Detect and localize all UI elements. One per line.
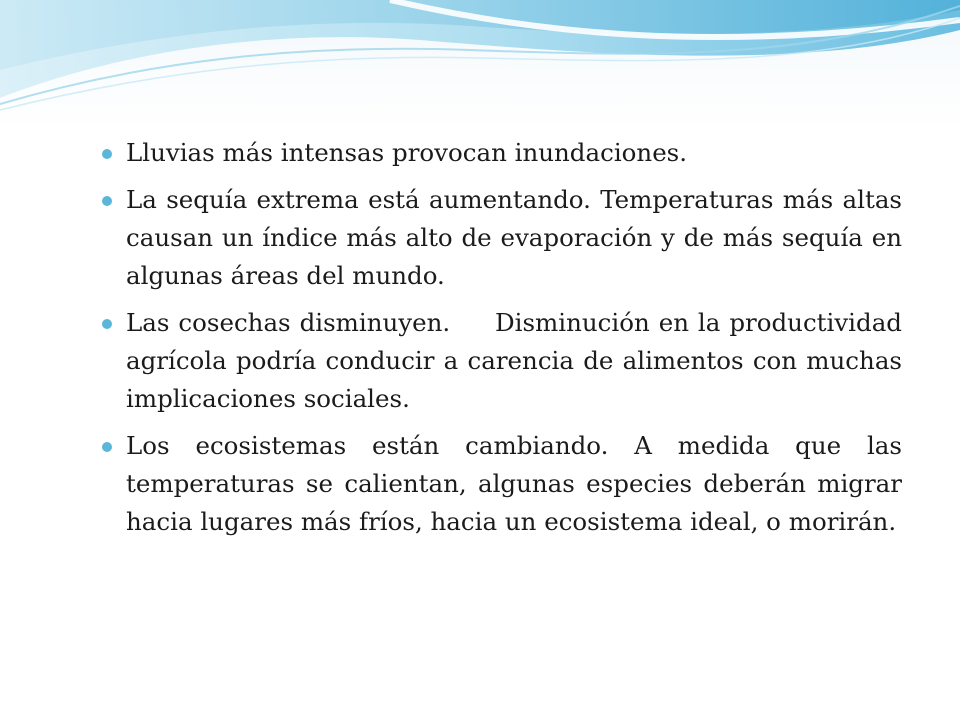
bullet-text: Lluvias más intensas provocan inundaciones. — [126, 138, 688, 167]
bullet-item — [100, 181, 902, 295]
bullet-dot-icon — [102, 442, 112, 452]
bullet-text: La sequía extrema está aumentando. Temperaturas más altas causan un índice más alto de evaporación y de más sequía en algunas áreas del mundo. — [126, 185, 902, 290]
header-wave-decoration — [0, 0, 960, 120]
bullet-dot-icon — [102, 149, 112, 159]
bullet-list — [100, 134, 910, 541]
bullet-text: Los ecosistemas están cambiando. A medida que las temperaturas se calientan, algunas especies deberán migrar hacia lugares más fríos, hacia un ecosistema ideal, o morirán. — [126, 431, 902, 536]
content-area — [100, 134, 910, 550]
bullet-dot-icon — [102, 319, 112, 329]
bullet-text: Las cosechas disminuyen. Disminución en la productividad agrícola podría conducir a carencia de alimentos con muchas implicaciones sociales. — [126, 308, 910, 413]
bullet-item — [100, 304, 910, 418]
bullet-dot-icon — [102, 196, 112, 206]
bullet-item — [100, 427, 902, 541]
bullet-item — [100, 134, 902, 172]
